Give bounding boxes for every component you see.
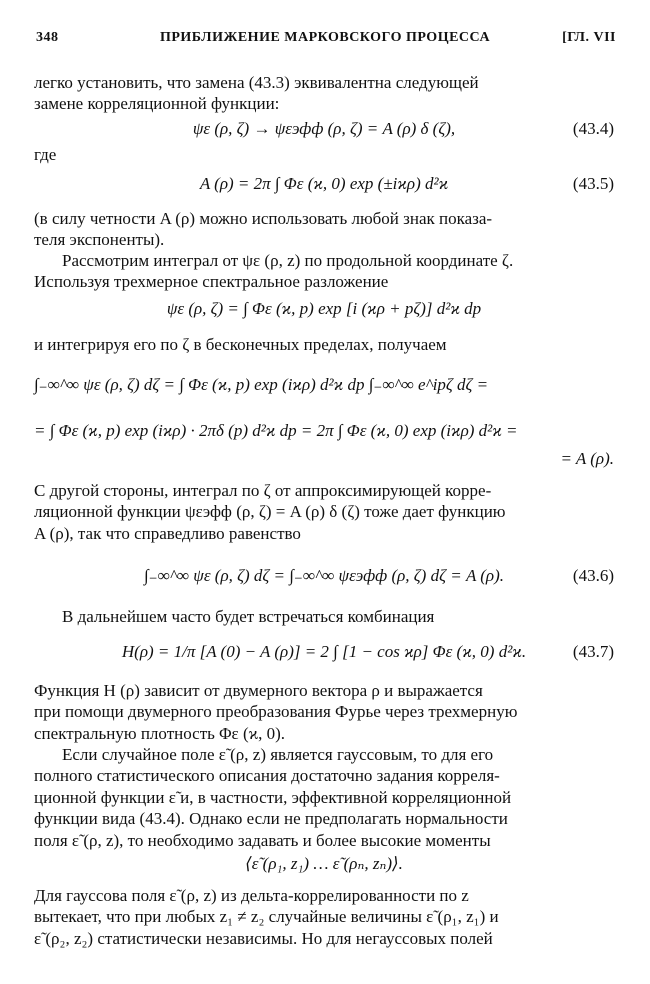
equation-43-7	[34, 641, 614, 663]
paragraph-parity-note: (в силу четности A (ρ) можно использовать любой знак показа- теля экспоненты).	[34, 209, 493, 250]
running-title: ПРИБЛИЖЕНИЕ МАРКОВСКОГО ПРОЦЕССА	[159, 30, 491, 45]
paragraph-consider-integral: Рассмотрим интеграл от ψε (ρ, z) по продольной координате ζ. Используя трехмерное спектральное разложение	[34, 251, 514, 292]
paragraph-combination: В дальнейшем часто будет встречаться комбинация	[62, 607, 435, 626]
equation-43-6-tag: (43.6)	[572, 566, 614, 585]
equation-integral-line-1-formula: ∫₋∞^∞ ψε (ρ, ζ) dζ = ∫ Φε (ϰ, p) exp (iϰρ) d²ϰ dp ∫₋∞^∞ e^ipζ dζ =	[34, 375, 489, 394]
running-header	[0, 30, 650, 52]
where-word: где	[34, 145, 57, 164]
equation-43-4-tag: (43.4)	[572, 119, 614, 138]
equation-43-5-tag: (43.5)	[572, 174, 614, 193]
equation-integral-line-3	[34, 448, 614, 470]
equation-integral-line-2	[34, 420, 614, 442]
equation-higher-moments-formula: ⟨ε̃ (ρ₁, z₁) … ε̃ (ρₙ, zₙ)⟩.	[245, 854, 403, 873]
equation-spectral-expansion-formula: ψε (ρ, ζ) = ∫ Φε (ϰ, p) exp [i (ϰρ + pζ)] d²ϰ dp	[166, 299, 482, 318]
equation-43-5-formula: A (ρ) = 2π ∫ Φε (ϰ, 0) exp (±iϰρ) d²ϰ	[199, 174, 449, 193]
page-number: 348	[36, 30, 59, 45]
paragraph-integrating: и интегрируя его по ζ в бесконечных пределах, получаем	[34, 335, 447, 354]
equation-43-7-tag: (43.7)	[572, 642, 614, 661]
equation-integral-line-2-formula: = ∫ Φε (ϰ, p) exp (iϰρ) · 2πδ (p) d²ϰ dp = 2π ∫ Φε (ϰ, 0) exp (iϰρ) d²ϰ =	[34, 421, 518, 440]
paragraph-other-side: С другой стороны, интеграл по ζ от аппроксимирующей корре- ляционной функции ψεэфф (ρ, ζ) = A (ρ) δ (ζ) тоже дает функцию A (ρ), так что справедливо равенство	[34, 481, 506, 543]
equation-spectral-expansion	[34, 298, 614, 320]
equation-43-6-formula: ∫₋∞^∞ ψε (ρ, ζ) dζ = ∫₋∞^∞ ψεэфф (ρ, ζ) dζ = A (ρ).	[144, 566, 504, 585]
equation-43-7-formula: H(ρ) = 1/π [A (0) − A (ρ)] = 2 ∫ [1 − cos ϰρ] Φε (ϰ, 0) d²ϰ.	[121, 642, 527, 661]
equation-43-5	[34, 173, 614, 195]
paragraph-delta-correlated: Для гауссова поля ε̃ (ρ, z) из дельта-коррелированности по z вытекает, что при любых z₁ ≠ z₂ случайные величины ε̃ (ρ₁, z₁) и ε̃ (ρ₂, z₂) статистически независимы. Но для негауссовых полей	[34, 886, 499, 948]
equation-integral-line-3-formula: = A (ρ).	[560, 449, 614, 468]
equation-43-6	[34, 565, 614, 587]
equation-integral-line-1	[34, 374, 614, 396]
paragraph-gaussian-field: Если случайное поле ε̃ (ρ, z) является гауссовым, то для его полного статистического описания достаточно задания корреля- ционной функции ε̃ и, в частности, эффективной корреляционной функции вида (43.4). Однако если не предполагать нормальности поля ε̃ (ρ, z), то необходимо задавать и более высокие моменты	[34, 745, 512, 850]
equation-higher-moments	[34, 853, 614, 875]
equation-43-4-formula: ψε (ρ, ζ) → ψεэфф (ρ, ζ) = A (ρ) δ (ζ),	[192, 119, 456, 138]
paragraph-function-h: Функция H (ρ) зависит от двумерного вектора ρ и выражается при помощи двумерного преобразования Фурье через трехмерную спектральную плотность Φε (ϰ, 0).	[34, 681, 518, 743]
equation-43-4	[34, 118, 614, 140]
chapter-marker: [ГЛ. VII	[562, 30, 616, 45]
paragraph-intro: легко установить, что замена (43.3) эквивалентна следующей замене корреляционной функции:	[34, 73, 479, 114]
